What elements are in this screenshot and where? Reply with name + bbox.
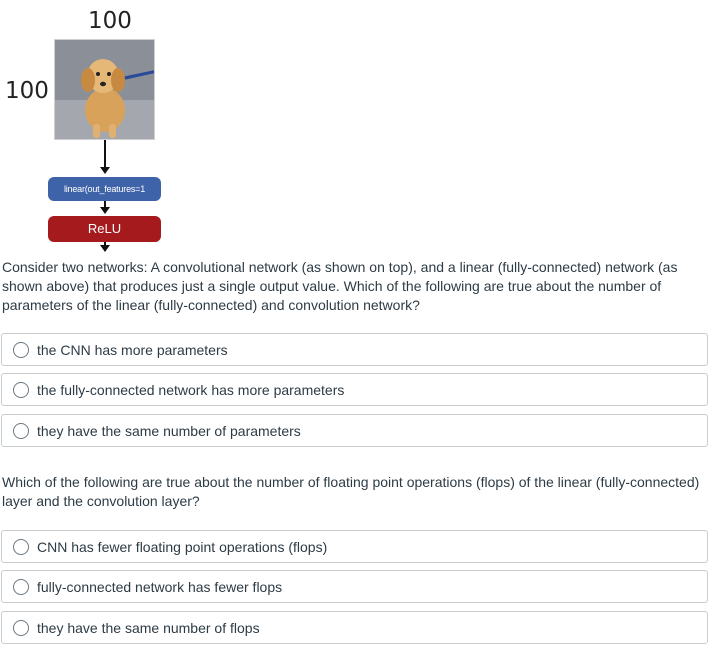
arrow-head — [100, 245, 110, 252]
answer-option-fc-fewer-flops[interactable] — [1, 570, 708, 603]
arrow-head — [100, 207, 110, 214]
option-label: the CNN has more parameters — [37, 342, 228, 358]
radio-button[interactable] — [13, 620, 29, 636]
answer-option-cnn-fewer-flops[interactable] — [1, 530, 708, 563]
puppy-image — [54, 39, 155, 140]
option-label: they have the same number of parameters — [37, 423, 301, 439]
radio-button[interactable] — [13, 579, 29, 595]
answer-option-fc-more-params[interactable] — [1, 373, 708, 406]
radio-button[interactable] — [13, 382, 29, 398]
radio-button[interactable] — [13, 423, 29, 439]
answer-option-same-params[interactable] — [1, 414, 708, 447]
question-2-text: Which of the following are true about the number of floating point operations (flops) of the linear (fully-connected) layer and the convolution layer? — [2, 474, 700, 509]
option-label: fully-connected network has fewer flops — [37, 579, 283, 595]
option-label: the fully-connected network has more parameters — [37, 382, 345, 398]
arrow-head — [100, 167, 110, 174]
linear-layer-box: linear(out_features=1 — [48, 177, 161, 201]
option-label: they have the same number of flops — [37, 620, 260, 636]
relu-layer-box: ReLU — [48, 216, 161, 242]
question-1-text: Consider two networks: A convolutional network (as shown on top), and a linear (fully-connected) network (as shown above) that produces just a single output value. Which of the following are true about the number of parameters of the linear (fully-connected) and convolution network? — [2, 259, 678, 313]
puppy-illustration — [55, 40, 155, 140]
answer-option-cnn-more-params[interactable] — [1, 333, 708, 366]
image-height-label: 100 — [5, 78, 49, 104]
radio-button[interactable] — [13, 539, 29, 555]
image-width-label: 100 — [88, 8, 132, 34]
radio-button[interactable] — [13, 342, 29, 358]
answer-option-same-flops[interactable] — [1, 611, 708, 644]
arrow-image-to-linear — [104, 140, 106, 168]
option-label: CNN has fewer floating point operations (flops) — [37, 539, 328, 555]
